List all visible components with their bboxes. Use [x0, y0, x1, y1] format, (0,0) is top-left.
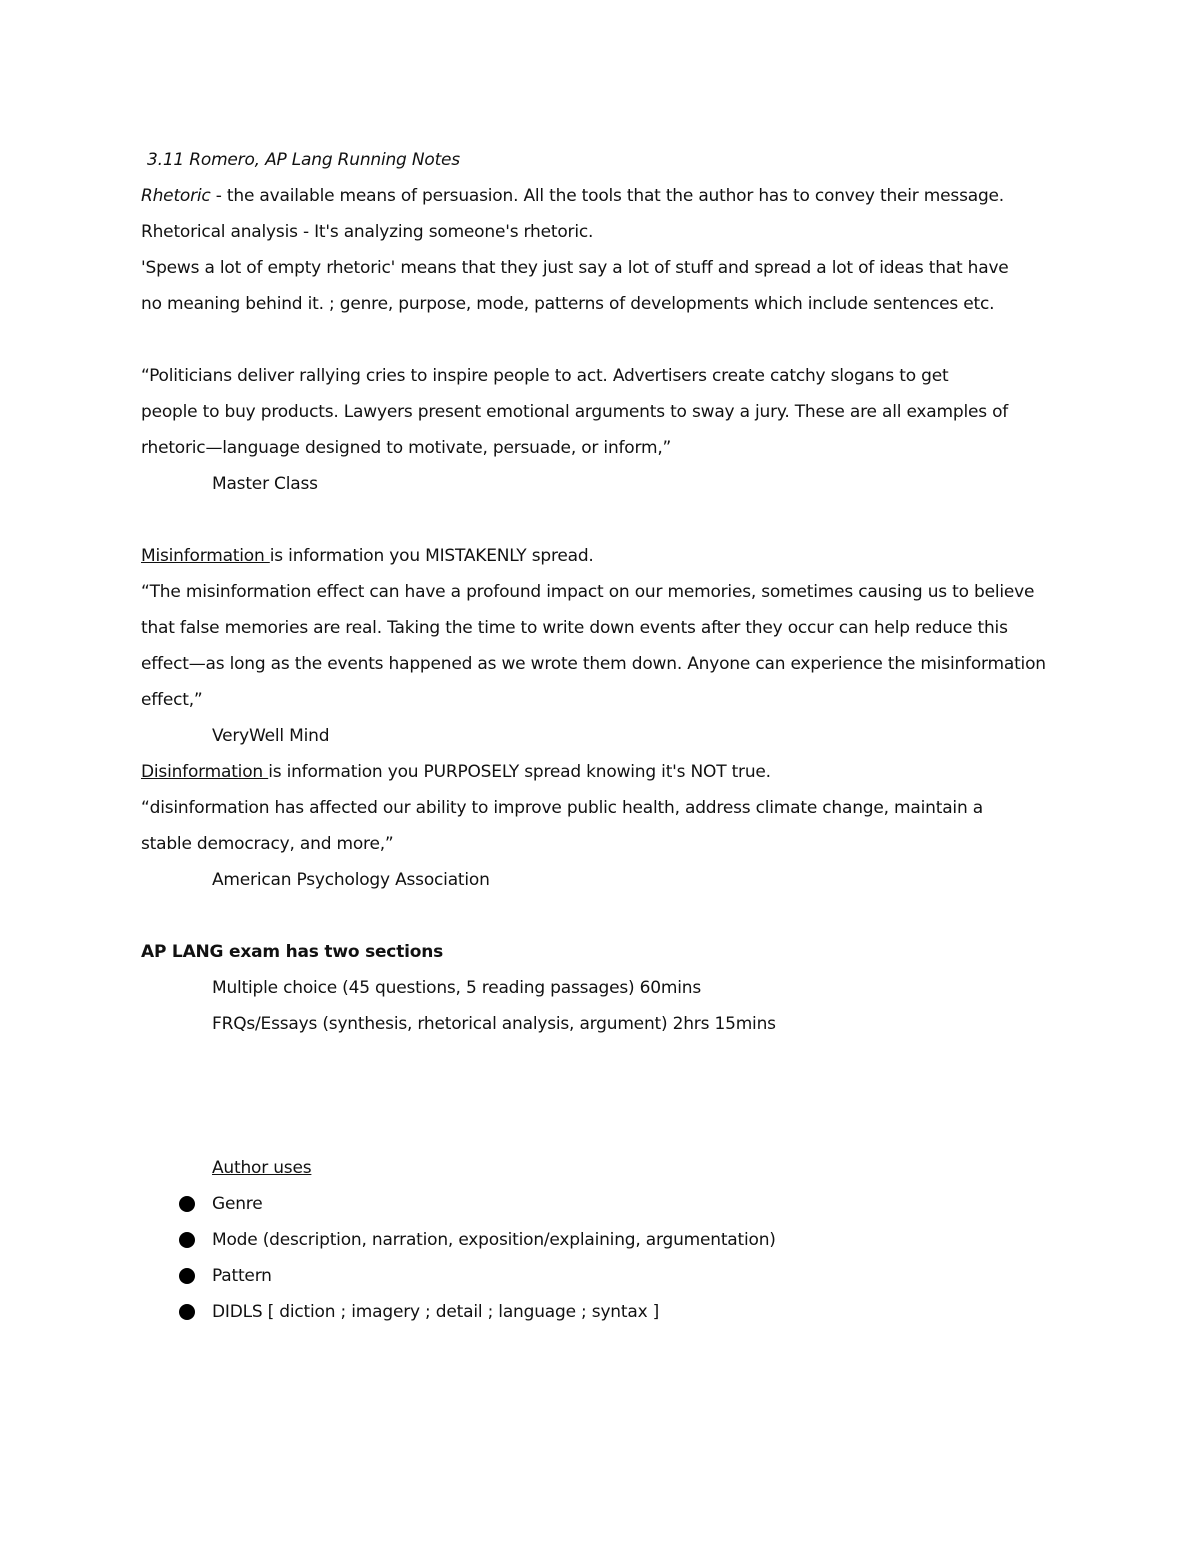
spacer [141, 1042, 1061, 1078]
empty-rhetoric-line-1: 'Spews a lot of empty rhetoric' means that they just say a lot of stuff and spread a lot of ideas that have [141, 258, 1009, 278]
misinformation-quote-line-4: effect,” [141, 690, 203, 710]
bullet-icon [179, 1268, 195, 1284]
rhetoric-definition-line [141, 178, 1061, 214]
list-item [141, 1222, 1061, 1258]
rhetoric-definition: - the available means of persuasion. All the tools that the author has to convey their message. [210, 186, 1005, 206]
list-item [141, 1258, 1061, 1294]
notes-body [141, 142, 1061, 1330]
spacer [141, 1078, 1061, 1114]
misinformation-source: VeryWell Mind [212, 726, 330, 746]
misinformation-term: Misinformation [141, 546, 270, 566]
masterclass-quote-line-2: people to buy products. Lawyers present emotional arguments to sway a jury. These are all examples of [141, 402, 1009, 422]
misinformation-quote-line-2: that false memories are real. Taking the time to write down events after they occur can help reduce this [141, 618, 1008, 638]
list-item [141, 1294, 1061, 1330]
disinformation-definition-line [141, 754, 1061, 790]
empty-rhetoric-line-2: no meaning behind it. ; genre, purpose, mode, patterns of developments which include sentences etc. [141, 294, 995, 314]
masterclass-source: Master Class [212, 474, 318, 494]
rhetorical-analysis-line: Rhetorical analysis - It's analyzing someone's rhetoric. [141, 222, 594, 242]
author-uses-heading: Author uses [212, 1158, 312, 1178]
list-item-label: Genre [212, 1194, 263, 1214]
list-item [141, 1186, 1061, 1222]
exam-section-frq: FRQs/Essays (synthesis, rhetorical analysis, argument) 2hrs 15mins [212, 1014, 776, 1034]
masterclass-quote-line-1: “Politicians deliver rallying cries to inspire people to act. Advertisers create catchy slogans to get [141, 366, 949, 386]
misinformation-quote-line-3: effect—as long as the events happened as we wrote them down. Anyone can experience the misinformation [141, 654, 1046, 674]
bullet-icon [179, 1304, 195, 1320]
spacer [141, 1114, 1061, 1150]
disinformation-quote-line-1: “disinformation has affected our ability to improve public health, address climate change, maintain a [141, 798, 983, 818]
masterclass-quote-line-3: rhetoric—language designed to motivate, persuade, or inform,” [141, 438, 672, 458]
disinformation-source: American Psychology Association [212, 870, 490, 890]
spacer [141, 322, 1061, 358]
exam-heading: AP LANG exam has two sections [141, 942, 444, 962]
page-title: 3.11 Romero, AP Lang Running Notes [147, 150, 460, 170]
misinformation-definition-line [141, 538, 1061, 574]
list-item-label: DIDLS [ diction ; imagery ; detail ; language ; syntax ] [212, 1302, 660, 1322]
list-item-label: Mode (description, narration, exposition/explaining, argumentation) [212, 1230, 776, 1250]
bullet-icon [179, 1232, 195, 1248]
author-uses-list [141, 1186, 1061, 1330]
misinformation-quote-line-1: “The misinformation effect can have a profound impact on our memories, sometimes causing us to believe [141, 582, 1035, 602]
disinformation-quote-line-2: stable democracy, and more,” [141, 834, 394, 854]
disinformation-term: Disinformation [141, 762, 269, 782]
spacer [141, 502, 1061, 538]
exam-section-multiple-choice: Multiple choice (45 questions, 5 reading passages) 60mins [212, 978, 701, 998]
rhetoric-term: Rhetoric [141, 186, 211, 206]
bullet-icon [179, 1196, 195, 1212]
list-item-label: Pattern [212, 1266, 272, 1286]
misinformation-definition: is information you MISTAKENLY spread. [269, 546, 594, 566]
spacer [141, 898, 1061, 934]
disinformation-definition: is information you PURPOSELY spread knowing it's NOT true. [268, 762, 771, 782]
